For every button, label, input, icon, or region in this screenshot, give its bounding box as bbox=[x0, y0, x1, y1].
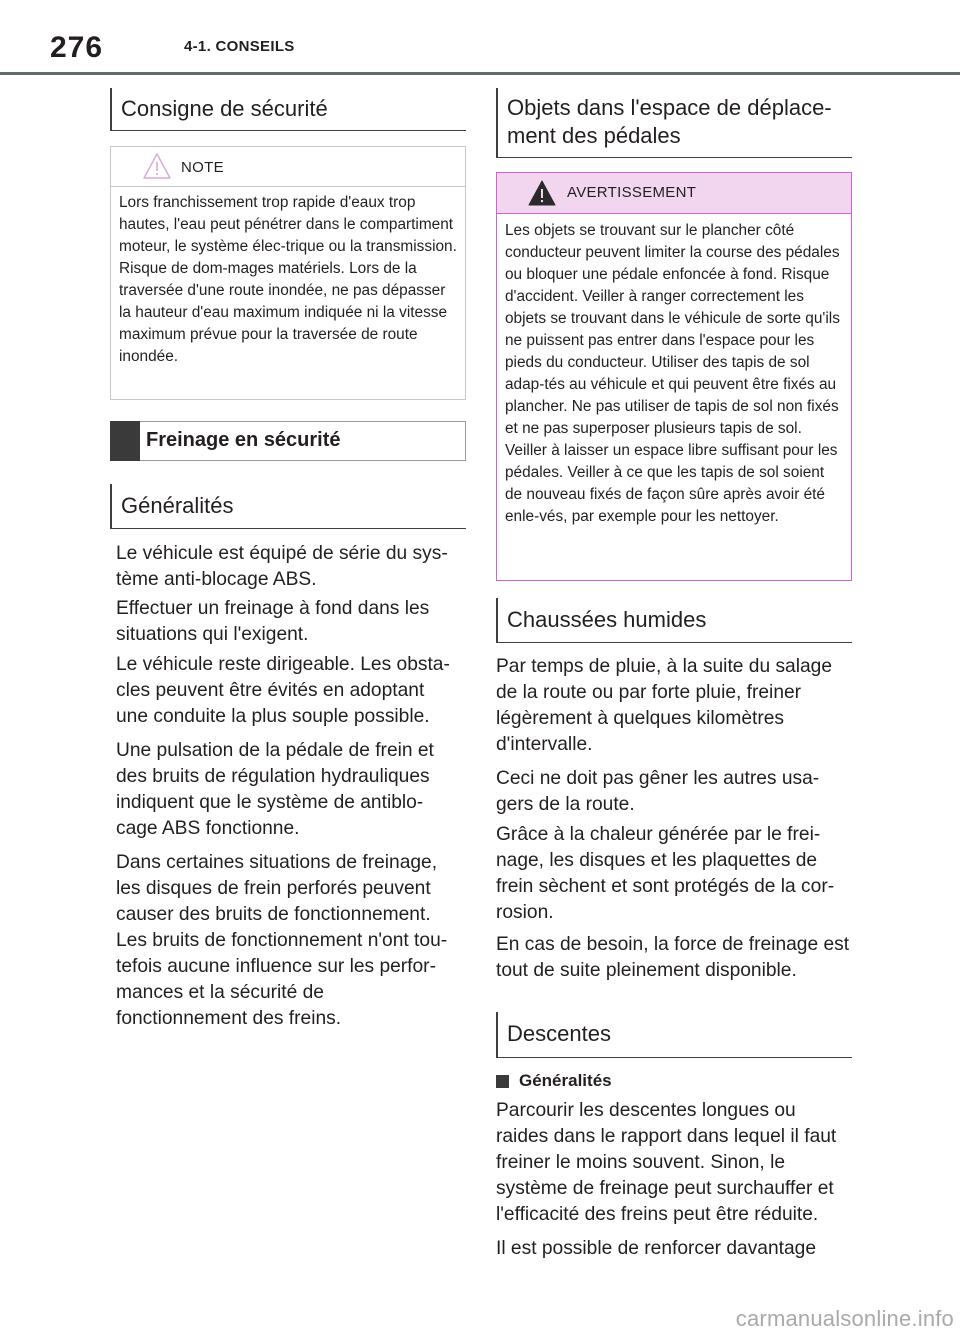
note-body: Lors franchissement trop rapide d'eaux trop hautes, l'eau peut pénétrer dans le compartiment moteur, le système élec-trique ou la transmission. Risque de dom-mages matériels. Lors de la traversée d'une route inondée, ne pas dépasser la hauteur d'eau maximum indiquée ni la vitesse maximum prévue pour la traversée de route inondée. bbox=[119, 194, 457, 365]
warning-title: AVERTISSEMENT bbox=[567, 184, 697, 201]
descentes-heading bbox=[496, 1012, 852, 1058]
chaussees-heading-text: Chaussées humides bbox=[507, 607, 707, 632]
warning-triangle-filled-icon bbox=[527, 178, 557, 208]
note-title: NOTE bbox=[181, 159, 224, 176]
paragraph: Dans certaines situations de freinage, les disques de frein perforés peuvent causer des bruits de fonctionnement. Les bruits de fonctionnement n'ont tou-tefois aucune influence sur les perfor-mances et la sécurité de fonctionnement des freins. bbox=[116, 852, 448, 1029]
generalites-heading-text: Généralités bbox=[121, 493, 234, 518]
header-divider bbox=[0, 72, 960, 75]
paragraph: Il est possible de renforcer davantage bbox=[496, 1238, 816, 1259]
paragraph: Ceci ne doit pas gêner les autres usa-gers de la route. bbox=[496, 768, 820, 815]
section-title: 4-1. CONSEILS bbox=[184, 38, 295, 55]
consigne-heading bbox=[110, 88, 466, 131]
paragraph: Grâce à la chaleur générée par le frei-nage, les disques et les plaquettes de frein sèchent et sont protégés de la cor-rosion. bbox=[496, 824, 835, 923]
note-box bbox=[110, 146, 466, 400]
bullet-heading bbox=[496, 1070, 612, 1092]
chaussees-heading bbox=[496, 598, 852, 643]
paragraph: Effectuer un freinage à fond dans les situations qui l'exigent. bbox=[116, 598, 430, 645]
warning-triangle-outline-icon bbox=[142, 151, 172, 181]
warning-body: Les objets se trouvant sur le plancher côté conducteur peuvent limiter la course des pédales ou bloquer une pédale enfoncée à fond. Risque d'accident. Veiller à ranger correctement les objets se trouvant dans le véhicule de sorte qu'ils ne puissent pas entrer dans l'espace pour les pieds du conducteur. Utiliser des tapis de sol adap-tés au véhicule et qui peuvent être fixés au plancher. Ne pas utiliser de tapis de sol non fixés et ne pas superposer plusieurs tapis de sol. Veiller à laisser un espace libre suffisant pour les pédales. Veiller à ce que les tapis de sol soient de nouveau fixés de façon sûre après avoir été enle-vés, par exemple pour les nettoyer. bbox=[505, 222, 840, 525]
paragraph: Le véhicule reste dirigeable. Les obsta-cles peuvent être évités en adoptant une conduite la plus souple possible. bbox=[116, 654, 450, 727]
heading-bar bbox=[110, 421, 140, 461]
watermark: carmanualsonline.info bbox=[735, 1306, 954, 1331]
paragraph: Une pulsation de la pédale de frein et des bruits de régulation hydrauliques indiquent que le système de antiblo-cage ABS fonctionne. bbox=[116, 740, 434, 839]
bullet-heading-text: Généralités bbox=[519, 1071, 612, 1090]
paragraph: Par temps de pluie, à la suite du salage de la route ou par forte pluie, freiner légèrement à quelques kilomètres d'intervalle. bbox=[496, 656, 832, 755]
paragraph: En cas de besoin, la force de freinage est tout de suite pleinement disponible. bbox=[496, 934, 850, 981]
page-header bbox=[0, 0, 960, 76]
objets-heading bbox=[496, 88, 852, 158]
page-number: 276 bbox=[50, 31, 104, 64]
warning-box bbox=[496, 172, 852, 581]
objets-heading-text: Objets dans l'espace de déplace-ment des pédales bbox=[507, 95, 832, 148]
warning-box-header bbox=[497, 173, 851, 214]
freinage-heading-text: Freinage en sécurité bbox=[146, 429, 341, 451]
consigne-heading-text: Consigne de sécurité bbox=[121, 96, 328, 121]
paragraph: Le véhicule est équipé de série du sys-tème anti-blocage ABS. bbox=[116, 543, 448, 590]
paragraph: Parcourir les descentes longues ou raides dans le rapport dans lequel il faut freiner le moins souvent. Sinon, le système de freinage peut surchauffer et l'efficacité des freins peut être réduite. bbox=[496, 1100, 837, 1225]
note-box-header bbox=[111, 147, 465, 187]
generalites-heading bbox=[110, 484, 466, 529]
bullet-square-icon bbox=[496, 1075, 509, 1088]
freinage-heading bbox=[110, 421, 466, 461]
descentes-heading-text: Descentes bbox=[507, 1021, 611, 1046]
